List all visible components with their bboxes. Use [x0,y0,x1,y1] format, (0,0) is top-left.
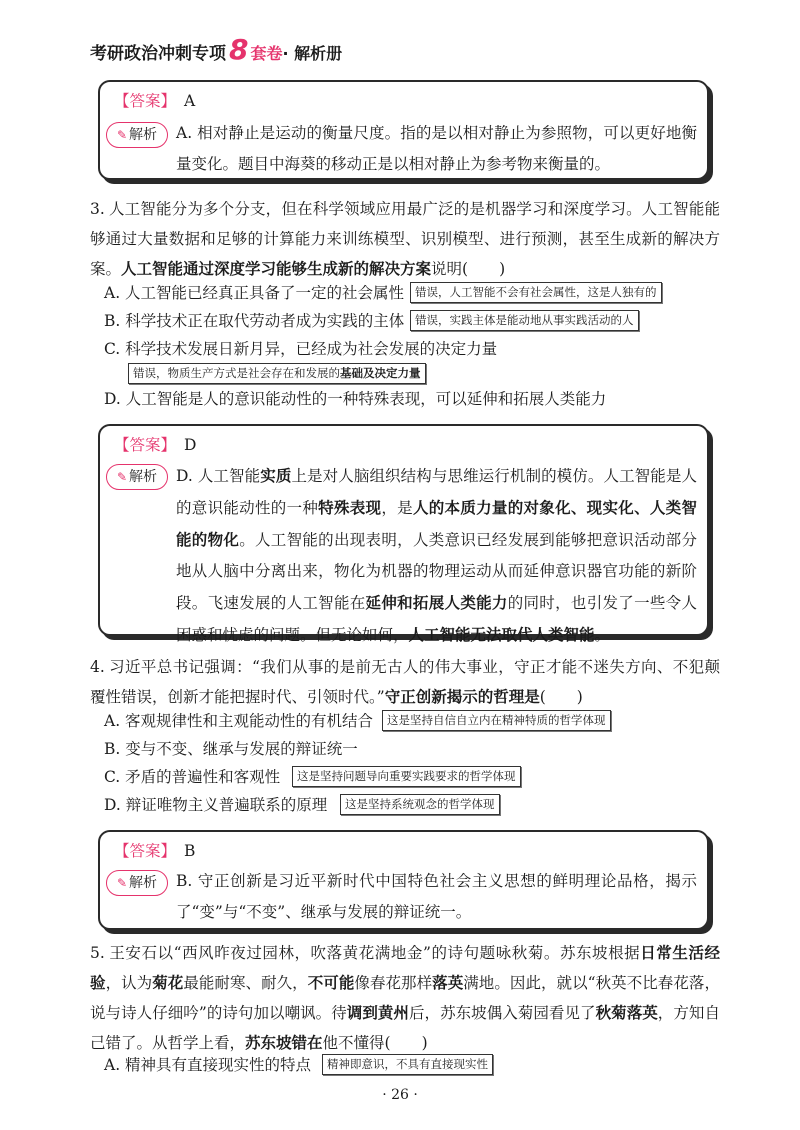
question-4 [90,652,720,712]
analysis-badge [106,464,168,490]
option-b: B. 科学技术正在取代劳动者成为实践的主体 [104,312,405,330]
annotation-note: 错误，人工智能不会有社会属性，这是人独有的 [410,282,662,303]
question-stem-end: 说明( ) [431,260,506,278]
question-stem: 习近平总书记强调：“我们从事的是前无古人的伟大事业，守正才能不迷失方向、不犯颠覆性错误，创新才能把握时代、引领时代。” [90,658,720,706]
page-header [90,33,343,66]
analysis-text: D. 人工智能实质上是对人脑组织结构与思维运行机制的模仿。人工智能是人的意识能动性的一种特殊表现，是人的本质力量的对象化、现实化、人类智能的物化。人工智能的出现表明，人类意识已经发展到能够把意识活动部分地从人脑中分离出来，物化为机器的物理运动从而延伸意识器官功能的新阶段。飞速发展的人工智能在延伸和拓展人类能力的同时，也引发了一些令人困惑和忧虑的问题。但无论如何，人工智能无法取代人类智能。 [176,466,697,644]
annotation-note: 这是坚持问题导向重要实践要求的哲学体现 [292,766,521,787]
answer-label: 【答案】 [114,436,177,454]
answer-box-2 [98,424,709,644]
option-c: C. 矛盾的普遍性和客观性 [104,768,281,786]
analysis-label: 解析 [129,874,158,891]
question-number: 4. [90,658,105,676]
option-a: A. 精神具有直接现实性的特点 [104,1056,312,1074]
option-d: D. 人工智能是人的意识能动性的一种特殊表现，可以延伸和拓展人类能力 [104,390,607,408]
annotation-note [128,363,426,384]
analysis-text: A. 相对静止是运动的衡量尺度。指的是以相对静止为参照物，可以更好地衡量变化。题目中海葵的移动正是以相对静止为参考物来衡量的。 [176,124,697,173]
question-stem-end: ( ) [539,688,583,706]
annotation-note: 错误，实践主体是能动地从事实践活动的人 [410,310,639,331]
answer-row [114,836,195,867]
question-stem: 人工智能分为多个分支，但在科学领域应用最广泛的是机器学习和深度学习。人工智能能够通过大量数据和足够的计算能力来训练模型、识别模型、进行预测，甚至生成新的解决方案。 [90,200,720,278]
page-number: · 26 · [382,1087,418,1103]
document-icon: ✎ [116,469,128,484]
question-stem-bold: 人工智能通过深度学习能够生成新的解决方案 [121,259,432,278]
answer-value: A [184,92,196,110]
option-a: A. 客观规律性和主观能动性的有机结合 [104,712,374,730]
analysis-label: 解析 [129,468,158,485]
header-title: 考研政治冲刺专项 [90,44,226,64]
analysis-text: B. 守正创新是习近平新时代中国特色社会主义思想的鲜明理论品格，揭示了“变”与“不变”、继承与发展的辩证统一。 [176,872,697,921]
answer-label: 【答案】 [114,92,177,110]
header-number: 8 [229,33,249,66]
annotation-note: 精神即意识，不具有直接现实性 [322,1054,493,1075]
answer-value: D [184,436,197,454]
answer-value: B [184,842,196,860]
question-number: 5. [90,944,105,962]
question-number: 3. [90,200,105,218]
annotation-bold: 基础及决定力量 [340,366,421,380]
header-subtitle: · 解析册 [282,44,343,63]
option-b: B. 变与不变、继承与发展的辩证统一 [104,740,358,758]
document-icon: ✎ [116,875,128,890]
option-a: A. 人工智能已经真正具备了一定的社会属性 [104,284,405,302]
analysis-badge [106,122,168,148]
annotation-text: 错误，物质生产方式是社会存在和发展的 [133,366,340,380]
answer-row [114,86,195,117]
annotation-note: 这是坚持系统观念的哲学体现 [340,794,500,815]
answer-row [114,430,196,461]
analysis-label: 解析 [129,126,158,143]
document-icon: ✎ [116,127,128,142]
header-brand: 套卷 [250,44,283,63]
answer-label: 【答案】 [114,842,177,860]
annotation-note: 这是坚持自信自立内在精神特质的哲学体现 [382,710,611,731]
question-3 [90,194,720,284]
option-d: D. 辩证唯物主义普遍联系的原理 [104,796,328,814]
question-stem-bold: 守正创新揭示的哲理是 [384,687,540,706]
question-5: 5. 王安石以“西风昨夜过园林，吹落黄花满地金”的诗句题咏秋菊。苏东坡根据日常生活经验，认为菊花最能耐寒、耐久，不可能像春花那样落英满地。因此，就以“秋英不比春花落，说与诗人仔细吟”的诗句加以嘲讽。待调到黄州后，苏东坡偶入菊园看见了秋菊落英，方知自己错了。从哲学上看，苏东坡错在他不懂得( ) [90,943,720,1052]
option-c: C. 科学技术发展日新月异，已经成为社会发展的决定力量 [104,340,498,358]
analysis-badge [106,870,168,896]
answer-box-1 [98,80,709,180]
answer-box-3 [98,830,709,930]
